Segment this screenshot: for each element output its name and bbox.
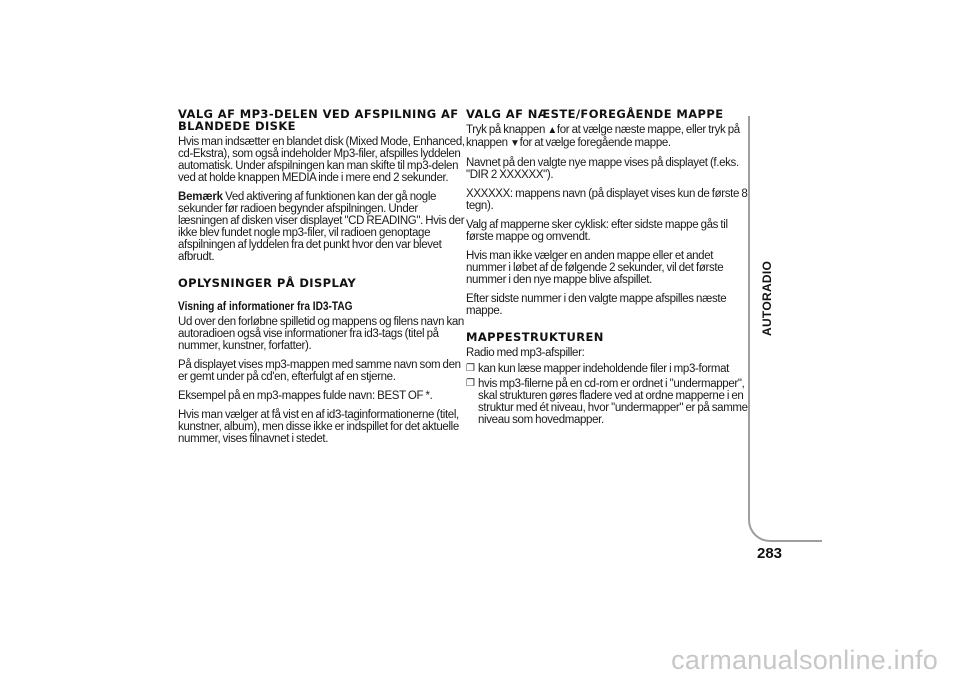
paragraph-folder-name: På displayet vises mp3-mappen med samme navn som den er gemt under på cd'en, efterfulgt af en stjerne. [178, 359, 461, 383]
heading-folder-structure: MAPPESTRUKTUREN [466, 330, 604, 344]
watermark: carmanualsonline.info [671, 645, 938, 675]
checkbox-square-icon: ❐ [466, 363, 475, 374]
paragraph-radio-mp3: Radio med mp3-afspiller: [466, 347, 585, 359]
right-column [466, 108, 754, 429]
paragraph-next-folder: Efter sidste nummer i den valgte mappe afspilles næste mappe. [466, 293, 727, 317]
checkbox-square-icon: ❐ [466, 378, 475, 389]
section-label: AUTORADIO [760, 260, 774, 336]
bullet-text: hvis mp3-filerne på en cd-rom er ordnet i "undermapper", skal strukturen gøres fladere ved at ordne mapperne i en struktur med ét niveau, hvor "undermapper" er på samme niveau som hovedmapper. [478, 378, 748, 426]
list-item [466, 363, 754, 375]
paragraph-mixed-disc: Hvis man indsætter en blandet disk (Mixed Mode, Enhanced, cd-Ekstra), som også indeholder Mp3-filer, afspilles lyddelen automatisk. Under afspilningen kan man skifte til mp3-delen ved at holde knappen MEDIA inde i mere end 2 sekunder. [178, 136, 465, 184]
paragraph-id3-info: Ud over den forløbne spilletid og mappens og filens navn kan autoradioen også vise informationer fra id3-tags (titel på nummer, kunstner, forfatter). [178, 316, 464, 352]
paragraph-cyclic: Valg af mapperne sker cyklisk: efter sidste mappe gås til første mappe og omvendt. [466, 219, 728, 243]
note-label: Bemærk [178, 191, 223, 203]
page-number: 283 [757, 545, 783, 562]
up-arrow-icon: ▲ [547, 125, 557, 136]
note-text: Ved aktivering af funktionen kan der gå nogle sekunder før radioen begynder afspilningen. Under læsningen af disken viser displayet "CD READING". Hvis der ikke blev fundet nogle mp3-filer, vil radioen genoptage afspilningen af lyddelen fra det punkt hvor den var blevet afbrudt. [178, 191, 465, 263]
subheading-id3-tag: Visning af informationer fra ID3-TAG [178, 301, 353, 313]
list-item [466, 378, 754, 426]
text-fragment: for at vælge næste mappe, eller tryk på knappen [466, 124, 740, 149]
heading-mp3-mixed-disc: VALG AF MP3-DELEN VED AFSPILNING AF BLANDEDE DISKE [178, 107, 459, 133]
text-fragment: Tryk på knappen [466, 124, 548, 136]
paragraph-folder-buttons [466, 124, 754, 150]
left-column [178, 108, 468, 452]
heading-next-prev-folder: VALG AF NÆSTE/FOREGÅENDE MAPPE [466, 107, 724, 121]
paragraph-auto-play: Hvis man ikke vælger en anden mappe eller et andet nummer i løbet af de følgende 2 sekunder, vil det første nummer i den nye mappe blive afspillet. [466, 250, 724, 286]
paragraph-folder-chars: XXXXXX: mappens navn (på displayet vises kun de første 8 tegn). [466, 188, 748, 212]
text-fragment: for at vælge foregående mappe. [519, 137, 671, 149]
note-paragraph [178, 191, 468, 263]
paragraph-folder-display: Navnet på den valgte nye mappe vises på displayet (f.eks. "DIR 2 XXXXXX"). [466, 157, 739, 181]
bullet-text: kan kun læse mapper indeholdende filer i mp3-format [478, 363, 729, 375]
heading-display-info: OPLYSNINGER PÅ DISPLAY [178, 276, 357, 290]
down-arrow-icon: ▼ [510, 138, 520, 149]
paragraph-example: Eksempel på en mp3-mappes fulde navn: BEST OF *. [178, 390, 433, 402]
paragraph-filename-fallback: Hvis man vælger at få vist en af id3-taginformationerne (titel, kunstner, album), men disse ikke er indspillet for det aktuelle nummer, vises filnavnet i stedet. [178, 409, 459, 445]
